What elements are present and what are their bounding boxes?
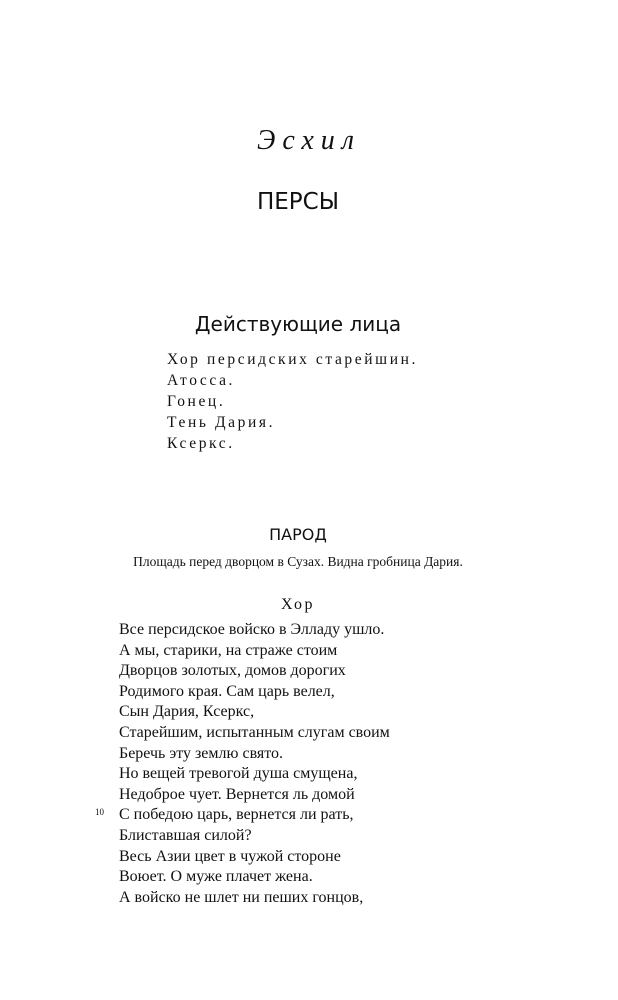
cast-member: Атосса. <box>167 372 236 389</box>
cast-member: Хор персидских старейшин. <box>167 351 418 368</box>
verse-line: А мы, старики, на страже стоим <box>119 641 338 659</box>
verse-line: Но вещей тревогой душа смущена, <box>119 765 358 783</box>
verse-line: Беречь эту землю свято. <box>119 744 284 762</box>
verse-line-numbered <box>95 805 390 826</box>
cast-member: Тень Дария. <box>167 414 276 431</box>
verse-line-text: С победою царь, вернется ли рать, <box>119 806 354 824</box>
cast-list <box>167 349 418 454</box>
verse-line: А войско не шлет ни пеших гонцов, <box>119 888 364 906</box>
verse-line: Воюет. О муже плачет жена. <box>119 868 313 886</box>
cast-heading: Действующие лица <box>194 312 402 336</box>
verse-line: Все персидское войско в Элладу ушло. <box>119 621 385 638</box>
verse-lines <box>95 620 390 908</box>
verse-line: Сын Дария, Ксеркс, <box>119 703 255 721</box>
verse-line: Дворцов золотых, домов дорогих <box>119 662 346 680</box>
speaker-name: Хор <box>280 596 316 613</box>
verse-line: Старейшим, испытанным слугам своим <box>119 723 390 741</box>
cast-member: Ксеркс. <box>167 435 235 452</box>
stage-direction: Площадь перед дворцом в Сузах. Видна гробница Дария. <box>133 554 463 569</box>
play-title: ПЕРСЫ <box>256 189 340 215</box>
cast-member: Гонец. <box>167 393 226 410</box>
author-name: Эсхил <box>256 125 362 156</box>
line-number: 10 <box>95 807 104 818</box>
verse-line: Весь Азии цвет в чужой стороне <box>119 847 341 865</box>
verse-line: Родимого края. Сам царь велел, <box>119 682 335 700</box>
verse-line: Блиставшая силой? <box>119 826 252 844</box>
section-heading: ПАРОД <box>269 525 327 544</box>
verse-line: Недоброе чует. Вернется ль домой <box>119 785 355 803</box>
